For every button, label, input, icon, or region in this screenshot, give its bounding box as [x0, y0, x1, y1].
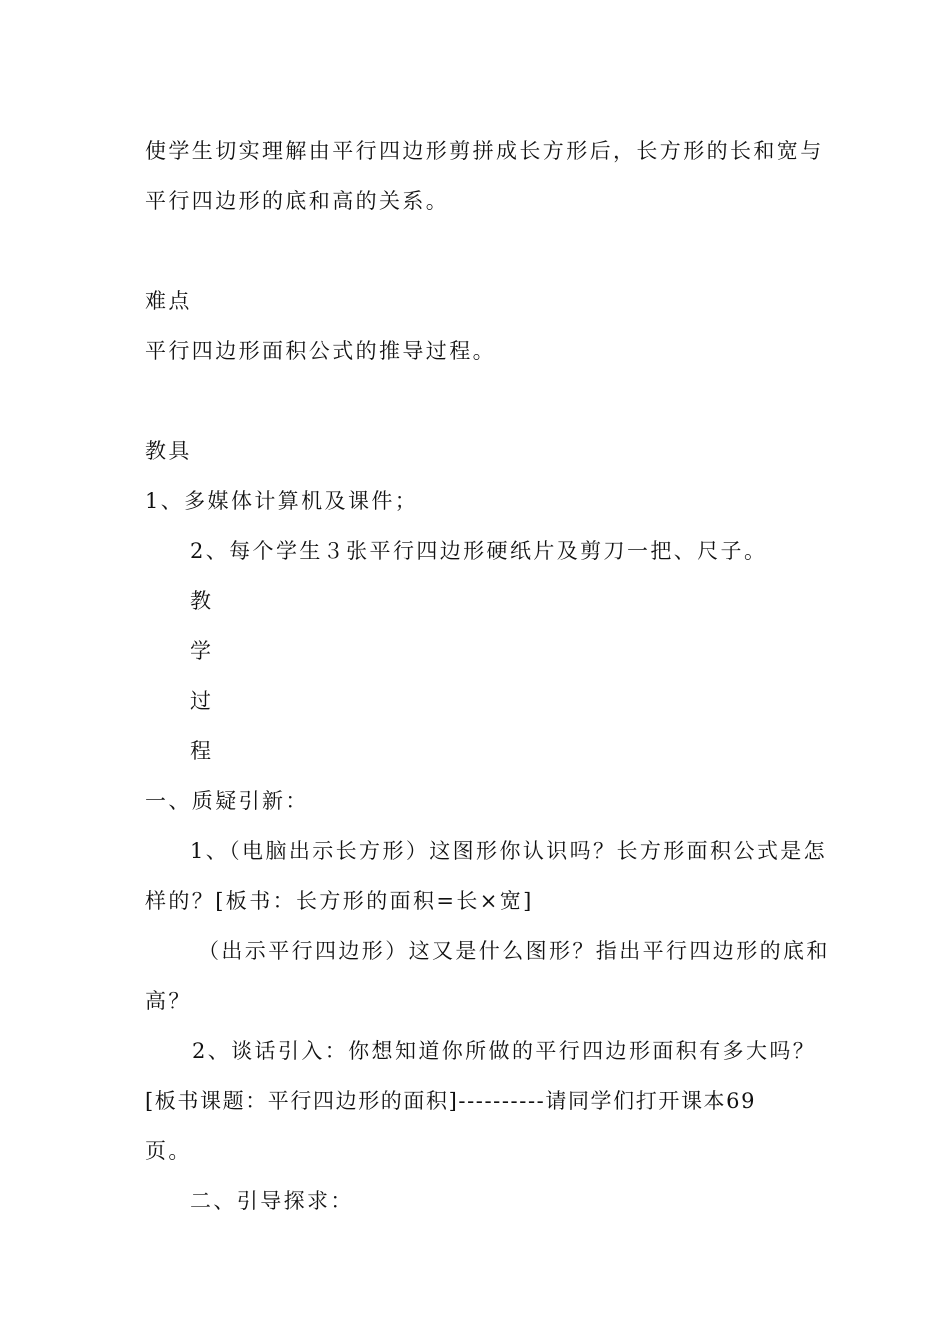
- paragraph-line: 平行四边形的底和高的关系。: [145, 189, 450, 213]
- section-1-item-1b-line: （出示平行四边形）这又是什么图形？指出平行四边形的底和: [198, 939, 830, 963]
- section-1-heading: 一、质疑引新：: [145, 789, 309, 813]
- section-1-item-1b-line: 高？: [145, 989, 192, 1013]
- process-heading-char: 程: [190, 739, 214, 763]
- process-heading-char: 过: [190, 689, 214, 713]
- tools-item-1: 1、多媒体计算机及课件；: [145, 489, 419, 513]
- process-heading-char: 教: [190, 589, 214, 613]
- section-1-item-1-line: 1、（电脑出示长方形）这图形你认识吗？长方形面积公式是怎: [190, 839, 828, 863]
- section-1-item-2-line: 页。: [145, 1139, 192, 1163]
- section-1-item-1-line: 样的？[板书：长方形的面积=长×宽]: [145, 889, 534, 913]
- tools-heading: 教具: [145, 439, 192, 463]
- section-1-item-2-line: 2、谈话引入：你想知道你所做的平行四边形面积有多大吗？: [192, 1039, 817, 1063]
- tools-item-2: 2、每个学生３张平行四边形硬纸片及剪刀一把、尺子。: [190, 539, 768, 563]
- process-heading-char: 学: [190, 639, 214, 663]
- paragraph-line: 使学生切实理解由平行四边形剪拼成长方形后，长方形的长和宽与: [145, 139, 824, 163]
- section-2-heading: 二、引导探求：: [190, 1189, 354, 1213]
- section-1-item-2-line: [板书课题：平行四边形的面积]----------请同学们打开课本69: [145, 1089, 757, 1113]
- difficulty-heading: 难点: [145, 289, 192, 313]
- difficulty-text: 平行四边形面积公式的推导过程。: [145, 339, 496, 363]
